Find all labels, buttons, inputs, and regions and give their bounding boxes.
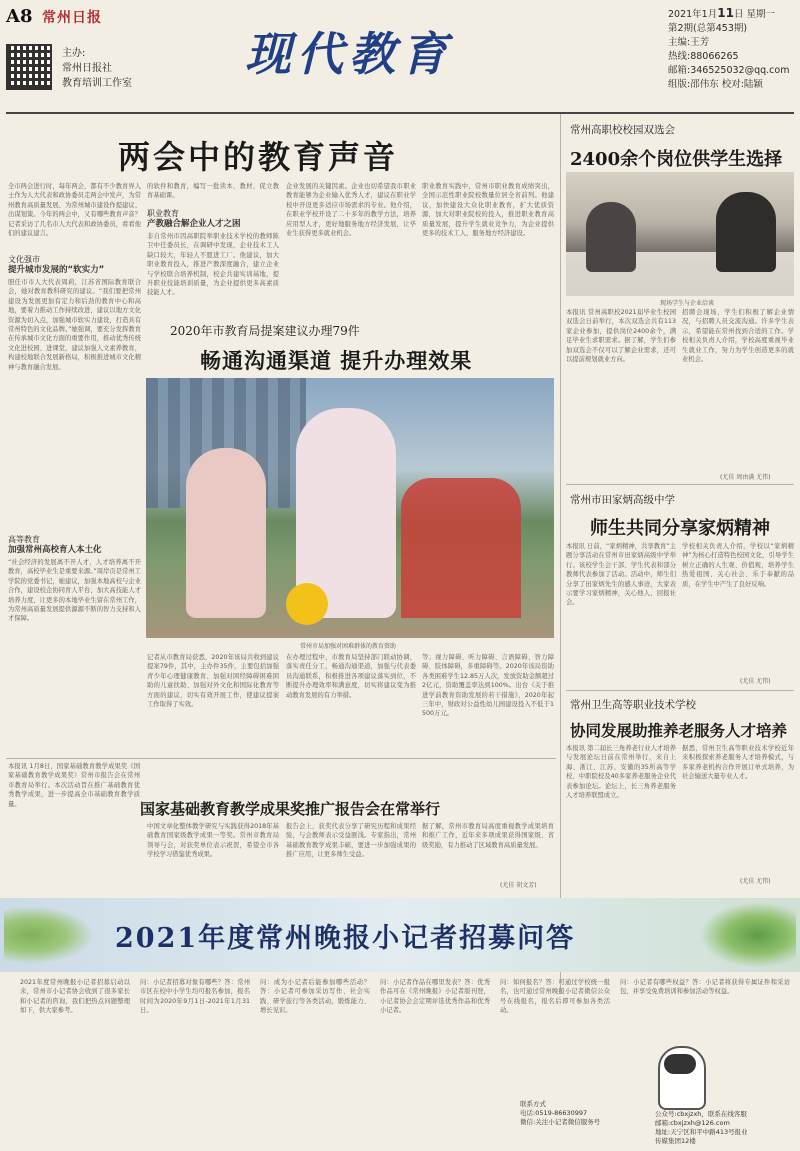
lead-sub2-label: 高等教育: [8, 535, 40, 544]
right-top-col-2: 招聘会现场，学生们积极了解企业情况，与招聘人员交流沟通。许多学生表示，希望能在常州找到合适的工作。学校相关负责人介绍，学校高度重视毕业生就业工作，努力为学生创造更多的就业机会。: [682, 309, 794, 364]
lead-sub3-body: 非自常州市因高职院举职业技术学校的教师陈卫中任委员长，在调研中发现，企业技术工人缺口较大，年轻人不愿进工厂。他建议，加大职业教育投入，推进产教深度融合，建立企业与学校联合培养机制，校企共建实训基地，提升职业技能培训质量，为企业提供更多高素质技能人才。: [147, 233, 279, 297]
feature-col-2: 在办理过程中，市教育局坚持部门联动协调，落实责任分工，畅通沟通渠道，加强与代表委员沟通联系，积极推进各项建议落实到位，不断提升办理效率和满意度，切实将建议变为推动教育发展的有力举措。: [286, 654, 416, 699]
banner-leaf-left: [4, 906, 94, 964]
right-mid-headline: 师生共同分享家炳精神: [590, 518, 770, 539]
awards-col-2: 报告会上，获奖代表分享了研究历程和成果经验，与会教师表示受益匪浅。专家指出，常州基础教育教学成果丰硕，要进一步加强成果的推广应用，让更多师生受益。: [286, 823, 416, 859]
right-top-kicker: 常州高职校校园双选会: [570, 124, 675, 136]
lead-col-2: [147, 182, 279, 312]
right-top-col-1: 本报讯 常州高职校2021届毕业生校园双选会日前举行，本次双选会共有113家企业参加，提供岗位2400余个，满足毕业生求职需求。据了解，学生们参加双选会不仅可以了解企业需求，还可以提前规划就业方向。: [566, 309, 676, 364]
right-top-byline: (尤佳 周由满 尤伟): [720, 474, 771, 481]
banner-col-1: 2021年度常州晚报小记者招募启动以来，常州市小记者协会收到了很多家长和小记者的咨询，我们把热点问题整理如下，供大家参考。: [20, 979, 130, 1015]
date-day: 11: [717, 6, 734, 20]
lead-headline: 两会中的教育声音: [118, 138, 399, 176]
person-shape-2: [586, 202, 636, 272]
slide-shape: [401, 478, 521, 618]
issue-number: 第2期(总第453期): [668, 23, 748, 34]
qr-code: [6, 44, 52, 90]
banner-headline: 2021年度常州晚报小记者招募问答: [115, 923, 576, 954]
right-top-photo: [566, 172, 794, 296]
lead-col2-intro: 的软件和教育，编写一批读本、教材，促立教育基础课。: [147, 183, 279, 200]
feature-col-1: 记者从市教育局获悉，2020年该局共收到建议提案79件，其中，主办件35件，主要包括加强青少年心理健康教育、加强对困经障碍困难困助的儿童扶助、加强对外文化和国际化教育等方面的建议，切实有效开展工作，使建议提案工作取得了实效。: [147, 654, 279, 709]
banner-col-2: 问：小记者招募对象有哪些？答：常州市区在校中小学生均可报名参加，报名时间为2020年9月1日-2021年1月31日。: [140, 979, 250, 1015]
lead-sub1-body: 胆任市市人大代表周莉，江苏省国际教育联合会，她对教育教科研究的建议。“我们要把常州建设为发展更加有定力和后劲的教育中心和高地，要着力推动工作持续改进，建议以地方文化资源为切入点，加强城市软实力建设，打造具有常州特色的文化品牌。”她强调，要充分发挥教育在传承城市文化方面的重要作用，推动优秀传统文化进校园、进课堂，建议加强人文素养教育，构建校地联合发展新格局，积极推进城市文化精神与教育融合发展。: [8, 279, 141, 371]
lead-vertical-divider: [560, 114, 561, 994]
right-divider-1: [566, 484, 794, 485]
recruit-banner: [0, 898, 800, 972]
feature-col-3: 等；视力障碍、听力障碍、言语障碍、智力障碍、肢体障碍，多重障碍等。2020年该局资助各类困难学生12.85万人次，发放资助金额超过2亿元，资助覆盖率达到100%。出台《关于推进学前教育资助发展的若干措施》，2020年起三年中，财政对公益性幼儿园建设投入不低于1500万元。: [422, 654, 554, 718]
contact-line-7: 传媒集团12楼: [655, 1137, 696, 1145]
mascot-head: [664, 1054, 696, 1074]
right-mid-col-1: 本报讯 日前，“家炳精神，共享教育”主题分享活动在常州市田家炳高级中学举行。该校学生会干部、学生代表和部分教师代表参加了活动。活动中，师生们分享了田家炳先生的感人事迹，大家表示要学习家炳精神，关心他人，回报社会。: [566, 543, 676, 607]
feature-headline: 畅通沟通渠道 提升办理效果: [200, 348, 473, 373]
lead-col-1: [8, 182, 141, 752]
editor: 主编:王芳: [668, 37, 710, 48]
right-mid-byline: (尤佳 尤伟): [740, 678, 771, 685]
masthead: [0, 0, 800, 112]
lead-col-3: 企业发展的关键因素。企业也切希望我市职业教育能够为企业输入优秀人才，建议在职业学校中开设更多适应市场需求的专业。他介绍，在职业学校开设了二十多年的教学方法，培养应用型人才，更好地服务地方经济发展，让毕业生获得更多就业机会。: [286, 183, 416, 238]
lead-sub1-label: 文化强市: [8, 255, 40, 264]
sponsor-1: 常州日报社: [62, 63, 112, 74]
contact-line-5: 邮箱:cbxjzxh@126.com: [655, 1119, 730, 1127]
paper-name-logo: 常州日报: [42, 10, 102, 26]
awards-headline: 国家基础教育教学成果奖推广报告会在常举行: [140, 800, 441, 818]
layout-credit: 组版:邵伟东 校对:陆颖: [668, 79, 763, 90]
awards-col-1: 中国文章化整体教学研究与实践获得2018年基础教育国家级教学成果一等奖。常州市教育局领导与会，对获奖单位表示祝贺，希望全市各学校学习借鉴优秀成果。: [147, 823, 279, 859]
right-low-headline: 协同发展助推养老服务人才培养: [570, 721, 788, 740]
contact-line-4: 公众号:cbxjzxh，联系在线客服: [655, 1110, 747, 1118]
right-top-headline: 2400余个岗位供学生选择: [570, 149, 783, 170]
sponsor-2: 教育培训工作室: [62, 78, 132, 89]
masthead-divider: [6, 112, 794, 114]
email: 邮箱:346525032@qq.com: [668, 65, 790, 76]
lead-col-4: 职业教育实践中，常州市职业教育成绩突出，全国示范性职业院校数量位居全省前列。他建议，加快建设大众化职业教育，扩大优质资源，加大对职业院校的投入，推进职业教育高质量发展，提升学生就业竞争力，为企业提供更多的技术工人，服务地方经济建设。: [422, 183, 554, 238]
feature-photo-caption: 常州市局加强对困难群体的教育资助: [300, 643, 397, 650]
sponsor-label: 主办:: [62, 48, 86, 59]
banner-col-3: 问：成为小记者后能参加哪些活动？答：小记者可参加采访写作、社会实践、研学旅行等各类活动，锻炼能力、增长见识。: [260, 979, 370, 1015]
contact-line-3: 微信:关注小记者微信服务号: [520, 1118, 601, 1126]
date-suffix: 日 星期一: [733, 9, 775, 20]
contact-line-2: 电话:0519-86630997: [520, 1109, 588, 1117]
contact-line-1: 联系方式: [520, 1100, 546, 1108]
right-divider-2: [566, 690, 794, 691]
lead-sub1-title: 提升城市发展的“软实力”: [8, 265, 105, 275]
person-shape-1: [716, 192, 776, 272]
right-low-col-2: 据悉，常州卫生高等职业技术学校近年来积极探索养老服务人才培养模式，与多家养老机构合作开展订单式培养，为社会输送大量专业人才。: [682, 745, 794, 781]
banner-col-5: 问：如何报名？答：可通过学校统一报名，也可通过常州晚报小记者微信公众号在线报名，报名后即可参加各类活动。: [500, 979, 610, 1015]
lead-sub2-title: 加强常州高校育人本土化: [8, 545, 102, 555]
banner-leaf-right: [700, 902, 796, 968]
right-mid-col-2: 学校相关负责人介绍，学校以“家炳精神”为核心打造特色校园文化，引导学生树立正确的人生观、价值观，培养学生热爱祖国、关心社会、乐于奉献的品质，在学生中产生了良好反响。: [682, 543, 794, 588]
lead-sub3-label: 职业教育: [147, 209, 179, 218]
sponsor-block: [62, 46, 132, 91]
contact-block-right: [655, 1110, 795, 1146]
issue-meta: [668, 6, 796, 92]
feature-photo: [146, 378, 554, 638]
awards-divider-top: [6, 758, 556, 759]
lead-sub2-body: “社会经济的发展离不开人才，人才培养离不开教育，高校毕业生是重要来源。”周岸贡是常州工学院的党委书记，她建议，加强本地高校与企业合作，建设校企协同育人平台，加大高技能人才培养力度，让更多的本地毕业生留在常州工作，为常州高质量发展提供源源不断的智力支持和人才保障。: [8, 559, 141, 623]
ball-shape: [286, 583, 328, 625]
lead-intro: 全市两会进行时，每年两会，都有不少教育界人士作为人大代表和政协委员走两会中发声，为常州教育高质量发展、为常州城市建设作提建议、出谋划策。今年的两会中，又有哪些教育声音？记者采访了几名市人大代表和政协委员，看看他们的建议建言。: [8, 183, 141, 238]
page-number: A8: [6, 6, 33, 27]
right-top-photo-caption: 现场学生与企业洽谈: [660, 300, 715, 307]
feature-kicker: 2020年市教育局提案建议办理79件: [170, 324, 360, 338]
right-low-col-1: 本报讯 第二届长三角养老行业人才培养与发展论坛日前在常州举行，来自上海、浙江、江苏、安徽的35所高等学校、中职院校及40多家养老服务企业代表参加论坛。论坛上，长三角养老服务人才培养联盟成立。: [566, 745, 676, 800]
hotline: 热线:88066265: [668, 51, 739, 62]
child-left: [186, 448, 266, 618]
date-prefix: 2021年1月: [668, 9, 718, 20]
contact-line-6: 地址:天宁区和平中路413号报业: [655, 1128, 748, 1136]
section-title: 现代教育: [245, 27, 453, 81]
awards-lead-text: 本报讯 1月8日，国家基础教育教学成果奖《国家基础教育教学成果奖）常州市报告会在常州市教育局举行。本次活动旨在推广基础教育优秀教学成果，进一步提高全市基础教育教学质量。: [8, 763, 140, 808]
banner-col-4: 问：小记者作品在哪里发表？答：优秀作品可在《常州晚报》小记者版刊登，小记者协会会定期评选优秀作品和优秀小记者。: [380, 979, 490, 1015]
awards-byline: (尤佳 胡文芳): [500, 882, 537, 889]
right-low-kicker: 常州卫生高等职业技术学校: [570, 699, 696, 711]
awards-col-3: 据了解，常州市教育局高度重视教学成果培育和推广工作，近年来多项成果获得国家级、省级奖励，有力推动了区域教育高质量发展。: [422, 823, 554, 849]
lead-sub3-title: 产教融合解企业人才之困: [147, 219, 241, 229]
right-low-byline: (尤佳 尤伟): [740, 878, 771, 885]
right-mid-kicker: 常州市田家炳高级中学: [570, 494, 675, 506]
banner-col-6: 问：小记者有哪些权益？答：小记者将获得专属证件和采访包，并享受免费培训和参加活动等权益。: [620, 979, 790, 996]
